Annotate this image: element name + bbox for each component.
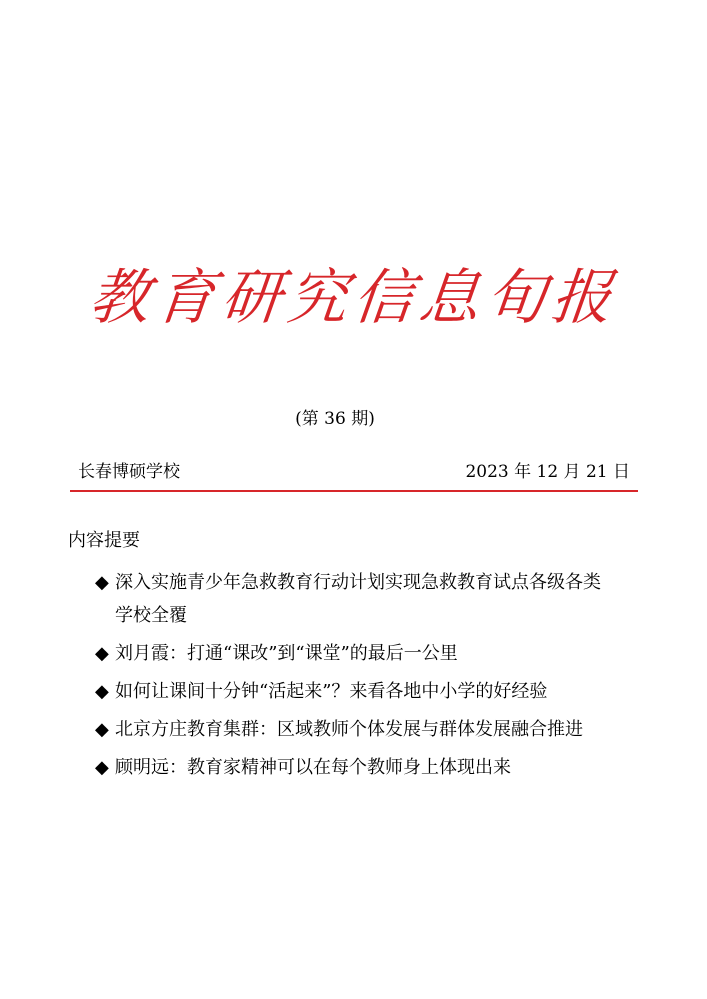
toc-item-text: 深入实施青少年急救教育行动计划实现急救教育试点各级各类 xyxy=(115,572,601,593)
toc-item xyxy=(95,675,655,708)
toc-item-text-continued: 学校全覆 xyxy=(115,605,187,626)
diamond-bullet-icon: ◆ xyxy=(95,757,109,778)
toc-item xyxy=(95,713,655,746)
issue-date: 2023 年 12 月 21 日 xyxy=(465,462,630,482)
toc-item-text: 如何让课间十分钟“活起来”？来看各地中小学的好经验 xyxy=(115,681,548,702)
toc-item xyxy=(95,637,655,670)
diamond-bullet-icon: ◆ xyxy=(95,681,109,702)
diamond-bullet-icon: ◆ xyxy=(95,719,109,740)
toc-item-text: 北京方庄教育集群：区域教师个体发展与群体发展融合推进 xyxy=(115,719,583,740)
toc-heading: 内容提要 xyxy=(68,530,140,551)
issue-number: (第 36 期) xyxy=(295,409,375,429)
diamond-bullet-icon: ◆ xyxy=(95,643,109,664)
toc-item-text: 顾明远：教育家精神可以在每个教师身上体现出来 xyxy=(115,757,511,778)
toc-list xyxy=(95,566,655,789)
diamond-bullet-icon: ◆ xyxy=(95,572,109,593)
toc-item-text: 刘月霞：打通“课改”到“课堂”的最后一公里 xyxy=(115,643,458,664)
school-name: 长春博硕学校 xyxy=(78,462,180,482)
meta-row xyxy=(78,459,630,485)
masthead-title: 教育研究信息旬报 xyxy=(85,263,622,333)
toc-item xyxy=(95,751,655,784)
red-divider xyxy=(70,490,638,492)
toc-item xyxy=(95,566,655,632)
